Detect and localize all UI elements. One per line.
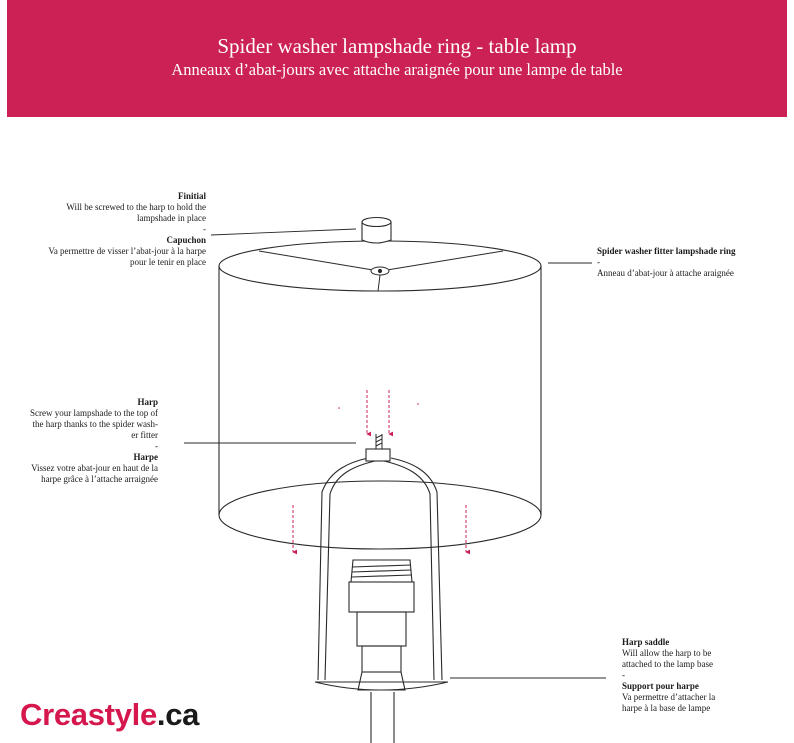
harp-en-line3: er fitter [131, 430, 158, 440]
finial-fr-title: Capuchon [166, 235, 206, 245]
lampshade-drum [219, 241, 541, 549]
finial-separator: - [203, 224, 206, 234]
harp-fr-line1: Vissez votre abat-jour en haut de la [31, 463, 158, 473]
saddle-en-line1: Will allow the harp to be [622, 648, 712, 658]
harp-en-line2: the harp thanks to the spider wash- [32, 419, 158, 429]
harp-top-nut [366, 449, 390, 461]
harp-label [10, 397, 158, 485]
assembly-arrows [293, 390, 466, 552]
harp-screw [376, 434, 382, 449]
small-marks [338, 403, 419, 409]
ring-fr-text: Anneau d’abat-jour à attache araignée [597, 268, 734, 278]
harp-en-line1: Screw your lampshade to the top of [30, 408, 158, 418]
finial-en-line1: Will be screwed to the harp to hold the [66, 202, 206, 212]
leader-lines [184, 229, 606, 678]
ring-separator: - [597, 257, 600, 267]
saddle-en-title: Harp saddle [622, 637, 670, 647]
ring-en-title: Spider washer fitter lampshade ring [597, 246, 736, 256]
saddle-separator: - [622, 670, 625, 680]
finial-en-title: Finitial [177, 191, 206, 201]
saddle-fr-line1: Va permettre d’attacher la [622, 692, 716, 702]
creastyle-logo [20, 697, 199, 733]
saddle-en-line2: attached to the lamp base [622, 659, 713, 669]
finial-icon [362, 218, 391, 244]
logo-tld: .ca [156, 697, 200, 732]
harp-icon [318, 434, 442, 680]
harp-separator: - [155, 441, 158, 451]
finial-en-line2: lampshade in place [137, 213, 206, 223]
finial-leader [211, 229, 356, 235]
shade-top-ring [219, 241, 541, 291]
spider-fitter [259, 251, 503, 291]
finial-fr-line1: Va permettre de visser l’abat-jour à la harpe [48, 246, 206, 256]
saddle-label [622, 637, 772, 714]
saddle-fr-line2: harpe à la base de lampe [622, 703, 711, 713]
finial-label [20, 191, 206, 268]
logo-name: Creastyle [20, 697, 157, 732]
harp-en-title: Harp [137, 397, 158, 407]
saddle-fr-title: Support pour harpe [622, 681, 699, 691]
harp-fr-line2: harpe grâce à l’attache arraignée [41, 474, 158, 484]
finial-fr-line2: pour le tenir en place [130, 257, 206, 267]
shade-bottom-ring [219, 481, 541, 549]
page-subtitle: Anneaux d’abat-jours avec attache araignée pour une lampe de table [171, 60, 623, 79]
harp-saddle-icon [315, 682, 448, 743]
socket-icon [349, 560, 414, 690]
harp-fr-title: Harpe [133, 452, 158, 462]
ring-label [597, 246, 787, 279]
page-title: Spider washer lampshade ring - table lamp [217, 34, 577, 58]
